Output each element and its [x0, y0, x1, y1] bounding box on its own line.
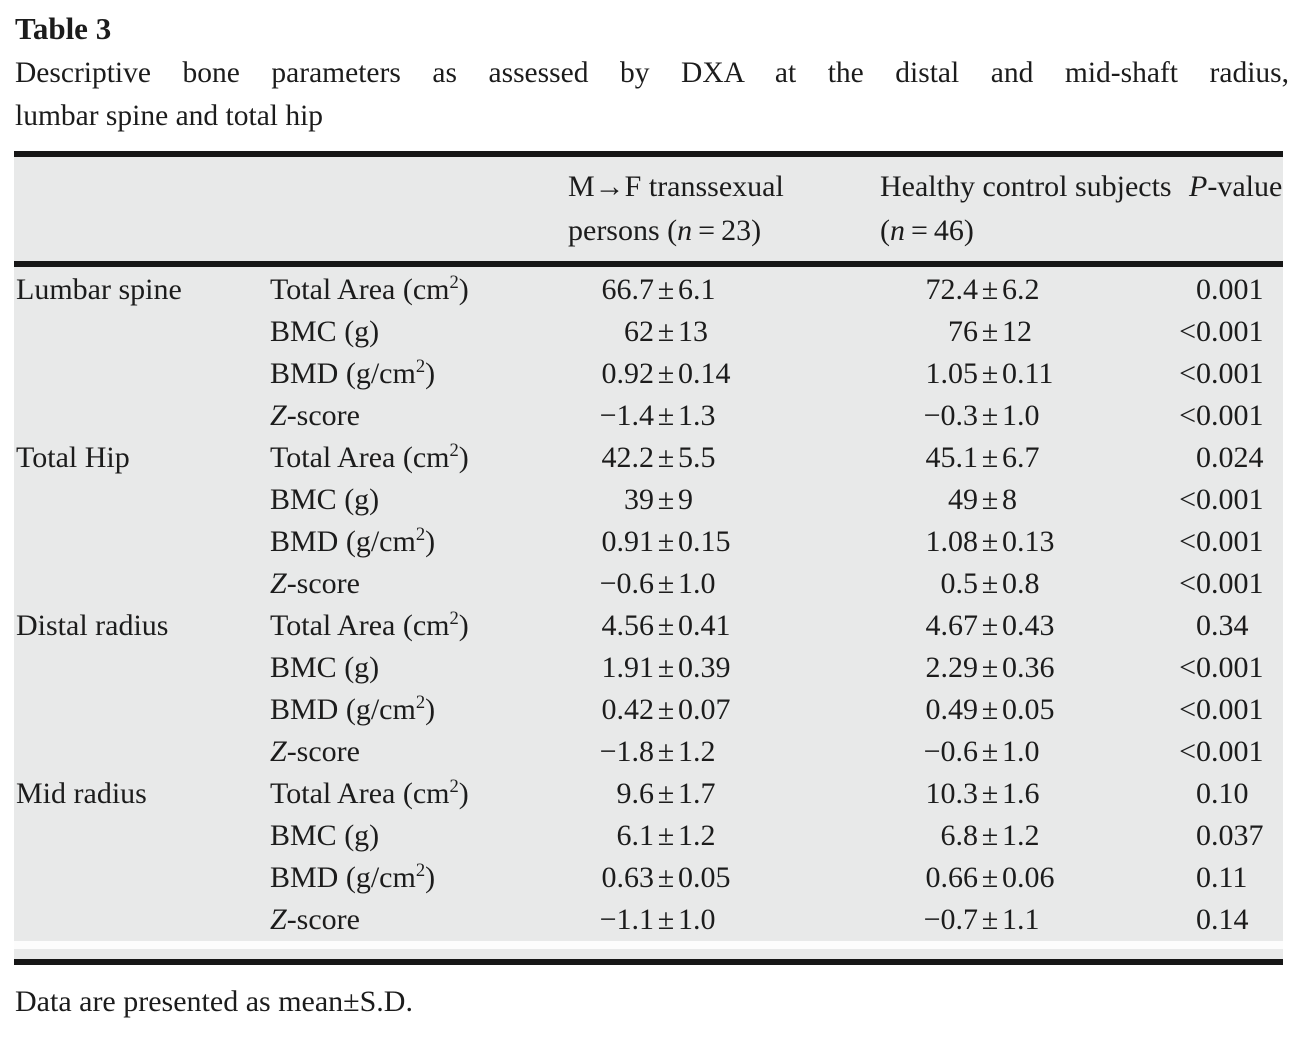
site-label	[14, 731, 270, 773]
parameter-label: Total Area $(cm^2)$	[270, 608, 469, 642]
site-label: Mid radius	[16, 777, 147, 810]
value-control: 4.67 ± 0.43	[925, 609, 1055, 642]
parameter-label: Z-score	[270, 735, 360, 768]
caption-line-2: lumbar spine and total hip	[15, 100, 324, 132]
value-control: −0.6 ± 1.0	[923, 735, 1040, 768]
table-footnote: Data are presented as mean±S.D.	[15, 985, 413, 1018]
p-value: < 0.001	[1179, 525, 1264, 558]
value-transsexual: 0.92 ± 0.14	[601, 357, 731, 390]
data-table	[14, 151, 1283, 965]
site-label	[14, 311, 270, 353]
table-row	[14, 731, 1283, 773]
site-label: Total Hip	[16, 441, 130, 474]
value-transsexual: 9.6 ± 1.7	[616, 777, 716, 810]
table-row	[14, 857, 1283, 899]
value-transsexual: 0.91 ± 0.15	[601, 525, 731, 558]
parameter-label: Total Area $(cm^2)$	[270, 440, 469, 474]
table-row	[14, 395, 1283, 437]
value-transsexual: −1.8 ± 1.2	[599, 735, 716, 768]
value-transsexual: 0.42 ± 0.07	[601, 693, 731, 726]
table-row	[14, 311, 1283, 353]
value-control: 0.66 ± 0.06	[925, 861, 1055, 894]
parameter-label: BMC (g)	[270, 483, 380, 516]
table-row	[14, 605, 1283, 647]
value-control: 6.8 ± 1.2	[940, 819, 1040, 852]
value-transsexual: 62 ± 13	[624, 315, 708, 348]
table-row	[14, 689, 1283, 731]
site-label	[14, 353, 270, 395]
site-label	[14, 521, 270, 563]
p-value: < 0.001	[1179, 735, 1264, 768]
value-control: −0.7 ± 1.1	[923, 903, 1040, 936]
value-control: 76 ± 12	[948, 315, 1032, 348]
site-label	[14, 689, 270, 731]
parameter-label: BMD $(g/cm^2)$	[270, 524, 436, 558]
value-control: 0.5 ± 0.8	[940, 567, 1040, 600]
table-row	[14, 521, 1283, 563]
value-transsexual: 42.2 ± 5.5	[601, 441, 716, 474]
parameter-label: Total Area $(cm^2)$	[270, 776, 469, 810]
table-bottom-seam	[14, 941, 1283, 949]
table-caption	[15, 52, 1289, 138]
parameter-label: BMC (g)	[270, 651, 380, 684]
p-value: 0.34	[1196, 609, 1249, 642]
paper-page	[0, 8, 1304, 1042]
table-row	[14, 647, 1283, 689]
p-value: < 0.001	[1179, 357, 1264, 390]
column-header-pvalue: P-value	[1189, 170, 1283, 203]
p-value: < 0.001	[1179, 483, 1264, 516]
parameter-label: BMD $(g/cm^2)$	[270, 692, 436, 726]
table-row	[14, 479, 1283, 521]
p-value: < 0.001	[1179, 651, 1264, 684]
value-control: 2.29 ± 0.36	[925, 651, 1055, 684]
parameter-label: Z-score	[270, 399, 360, 432]
site-label	[14, 899, 270, 941]
table-body	[14, 267, 1283, 941]
value-transsexual: 0.63 ± 0.05	[601, 861, 731, 894]
value-transsexual: −1.1 ± 1.0	[599, 903, 716, 936]
table-row	[14, 563, 1283, 605]
value-transsexual: 66.7 ± 6.1	[601, 273, 716, 306]
table-row	[14, 899, 1283, 941]
site-label	[14, 647, 270, 689]
caption-line-1: Descriptive bone parameters as assessed by DXA at the distal and mid-shaft radius,	[15, 57, 1289, 89]
value-control: 10.3 ± 1.6	[925, 777, 1040, 810]
parameter-label: BMD $(g/cm^2)$	[270, 860, 436, 894]
p-value: < 0.001	[1179, 399, 1264, 432]
value-control: 72.4 ± 6.2	[925, 273, 1040, 306]
table-row	[14, 773, 1283, 815]
parameter-label: Z-score	[270, 567, 360, 600]
parameter-label: Total Area $(cm^2)$	[270, 272, 469, 306]
p-value: < 0.001	[1179, 567, 1264, 600]
p-value: 0.14	[1196, 903, 1249, 936]
value-control: 0.49 ± 0.05	[925, 693, 1055, 726]
column-header-site	[14, 165, 270, 253]
value-control: 49 ± 8	[948, 483, 1017, 516]
table-bottom-band	[14, 949, 1283, 959]
site-label	[14, 857, 270, 899]
table-bottom-rule	[14, 959, 1283, 965]
p-value: 0.001	[1196, 273, 1264, 306]
value-control: −0.3 ± 1.0	[923, 399, 1040, 432]
table-row	[14, 353, 1283, 395]
p-value: < 0.001	[1179, 315, 1264, 348]
value-transsexual: 1.91 ± 0.39	[601, 651, 731, 684]
value-control: 45.1 ± 6.7	[925, 441, 1040, 474]
p-value: 0.10	[1196, 777, 1249, 810]
site-label: Distal radius	[16, 609, 169, 642]
column-header-parameter	[270, 165, 554, 253]
site-label: Lumbar spine	[16, 273, 182, 306]
table-row	[14, 815, 1283, 857]
column-header-control-group: Healthy control subjects (n = 46)	[880, 170, 1172, 247]
p-value: < 0.001	[1179, 693, 1264, 726]
table-header-row	[14, 157, 1283, 261]
p-value: 0.11	[1196, 861, 1248, 894]
p-value: 0.037	[1196, 819, 1264, 852]
table-row	[14, 437, 1283, 479]
site-label	[14, 395, 270, 437]
value-transsexual: 6.1 ± 1.2	[616, 819, 716, 852]
value-transsexual: −1.4 ± 1.3	[599, 399, 716, 432]
p-value: 0.024	[1196, 441, 1264, 474]
site-label	[14, 563, 270, 605]
value-transsexual: 4.56 ± 0.41	[601, 609, 731, 642]
parameter-label: BMD $(g/cm^2)$	[270, 356, 436, 390]
column-header-transsexual-group: M→F transsexual persons (n = 23)	[568, 170, 784, 247]
table-row	[14, 269, 1283, 311]
site-label	[14, 479, 270, 521]
parameter-label: BMC (g)	[270, 315, 380, 348]
table-label: Table 3	[15, 11, 112, 46]
value-transsexual: −0.6 ± 1.0	[599, 567, 716, 600]
parameter-label: Z-score	[270, 903, 360, 936]
value-transsexual: 39 ± 9	[624, 483, 693, 516]
value-control: 1.05 ± 0.11	[925, 357, 1054, 390]
parameter-label: BMC (g)	[270, 819, 380, 852]
site-label	[14, 815, 270, 857]
value-control: 1.08 ± 0.13	[925, 525, 1055, 558]
